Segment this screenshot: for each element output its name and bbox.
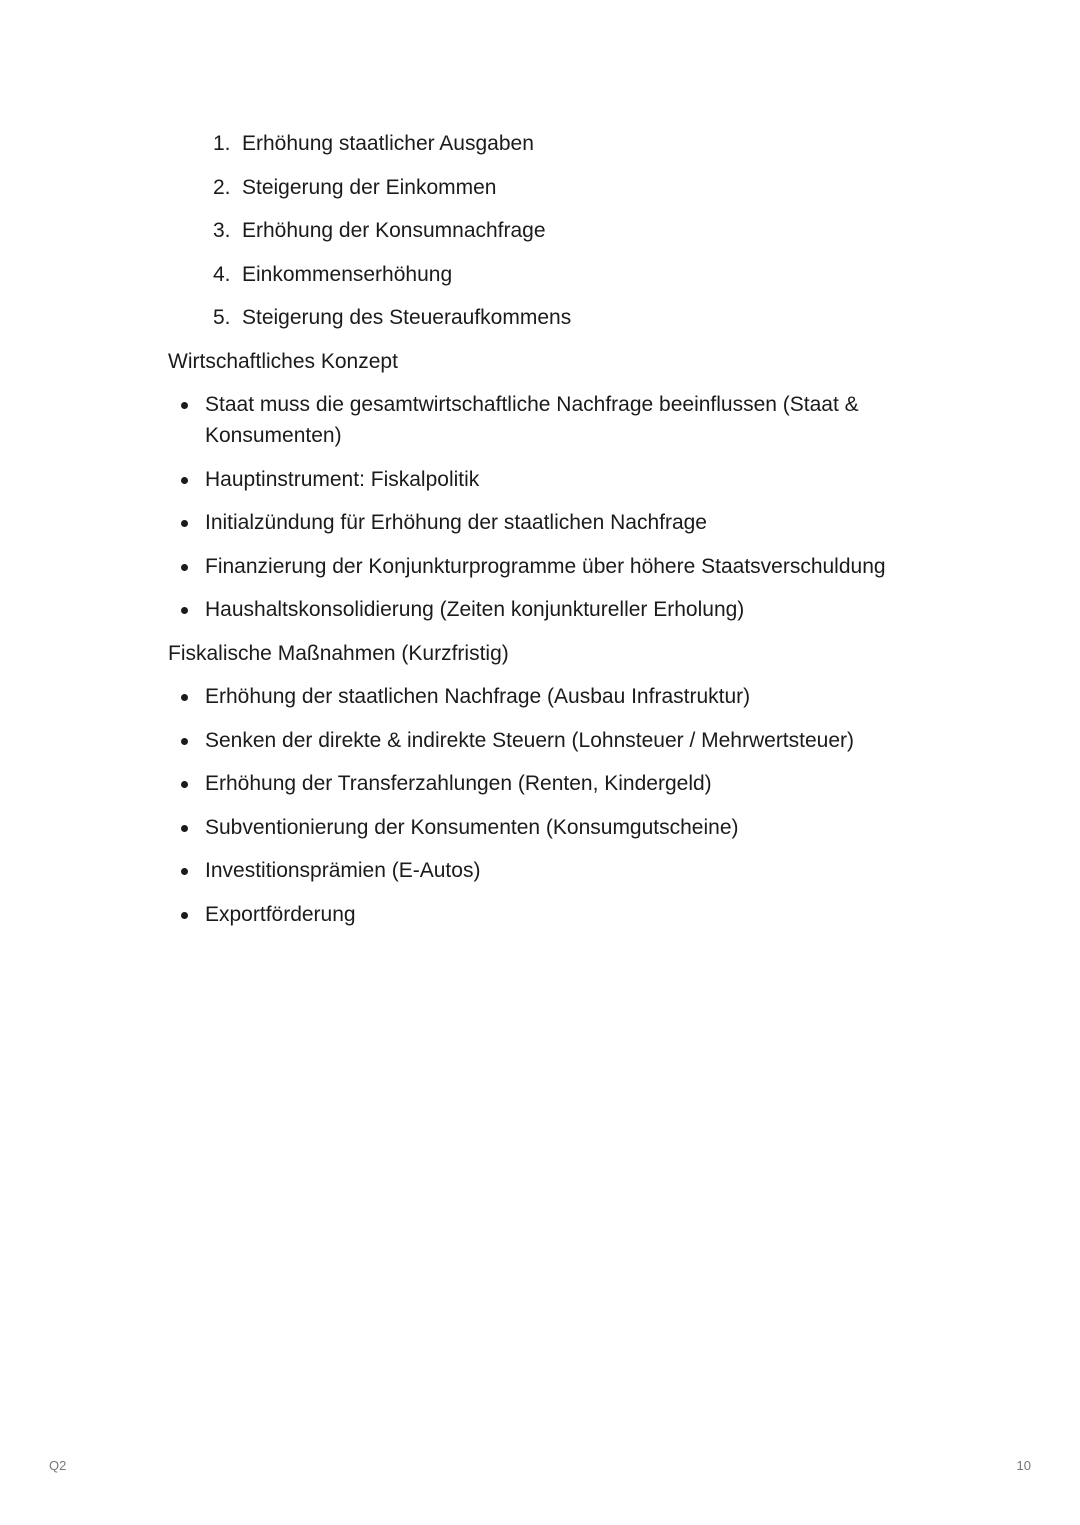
bullet-text: Senken der direkte & indirekte Steuern (Lohnsteuer / Mehrwertsteuer)	[205, 728, 855, 752]
bullet-item	[168, 551, 948, 582]
list-item-text: Steigerung des Steueraufkommens	[242, 306, 572, 329]
list-number: 3.	[213, 219, 231, 242]
bullet-list-konzept	[168, 389, 948, 625]
section-heading-fiskalische-massnahmen: Fiskalische Maßnahmen (Kurzfristig)	[168, 641, 509, 665]
bullet-icon	[168, 855, 205, 886]
bullet-text: Exportförderung	[205, 902, 356, 926]
bullet-icon	[168, 551, 205, 582]
list-number: 5.	[213, 306, 231, 329]
list-item	[213, 128, 948, 159]
list-number: 4.	[213, 262, 231, 286]
page-content	[168, 128, 948, 942]
page-number: 10	[1016, 1458, 1031, 1473]
bullet-icon	[168, 594, 205, 625]
bullet-text: Haushaltskonsolidierung (Zeiten konjunktureller Erholung)	[205, 598, 745, 621]
bullet-icon	[168, 812, 205, 843]
bullet-text: Initialzündung für Erhöhung der staatlichen Nachfrage	[205, 511, 707, 534]
bullet-item	[168, 768, 948, 799]
list-item	[213, 259, 948, 290]
bullet-text: Erhöhung der staatlichen Nachfrage (Ausbau Infrastruktur)	[205, 685, 751, 708]
section-heading-wirtschaftliches-konzept: Wirtschaftliches Konzept	[168, 349, 398, 373]
bullet-icon	[168, 464, 205, 495]
bullet-item	[168, 464, 948, 495]
footer-label: Q2	[49, 1458, 67, 1473]
numbered-list	[213, 128, 948, 333]
bullet-item	[168, 389, 948, 451]
bullet-list-massnahmen	[168, 681, 948, 930]
list-item	[213, 172, 948, 203]
bullet-icon	[168, 389, 205, 451]
bullet-item	[168, 899, 948, 930]
bullet-text: Erhöhung der Transferzahlungen (Renten, Kindergeld)	[205, 772, 712, 795]
bullet-item	[168, 507, 948, 538]
list-item	[213, 215, 948, 246]
list-item-text: Steigerung der Einkommen	[242, 175, 497, 199]
bullet-icon	[168, 768, 205, 799]
list-number: 2.	[213, 175, 231, 199]
bullet-item	[168, 725, 948, 756]
list-number: 1.	[213, 132, 231, 155]
bullet-item	[168, 855, 948, 886]
list-item-text: Erhöhung staatlicher Ausgaben	[242, 132, 534, 155]
bullet-icon	[168, 725, 205, 756]
bullet-item	[168, 594, 948, 625]
bullet-text: Investitionsprämien (E-Autos)	[205, 859, 481, 882]
bullet-text: Staat muss die gesamtwirtschaftliche Nachfrage beeinflussen (Staat & Konsumenten)	[205, 393, 859, 447]
bullet-icon	[168, 507, 205, 538]
bullet-text: Hauptinstrument: Fiskalpolitik	[205, 467, 480, 491]
bullet-item	[168, 812, 948, 843]
bullet-text: Finanzierung der Konjunkturprogramme über höhere Staatsverschuldung	[205, 554, 886, 578]
list-item-text: Erhöhung der Konsumnachfrage	[242, 219, 546, 242]
bullet-icon	[168, 681, 205, 712]
bullet-icon	[168, 899, 205, 930]
bullet-item	[168, 681, 948, 712]
list-item-text: Einkommenserhöhung	[242, 262, 453, 286]
bullet-text: Subventionierung der Konsumenten (Konsumgutscheine)	[205, 815, 739, 839]
list-item	[213, 302, 948, 333]
